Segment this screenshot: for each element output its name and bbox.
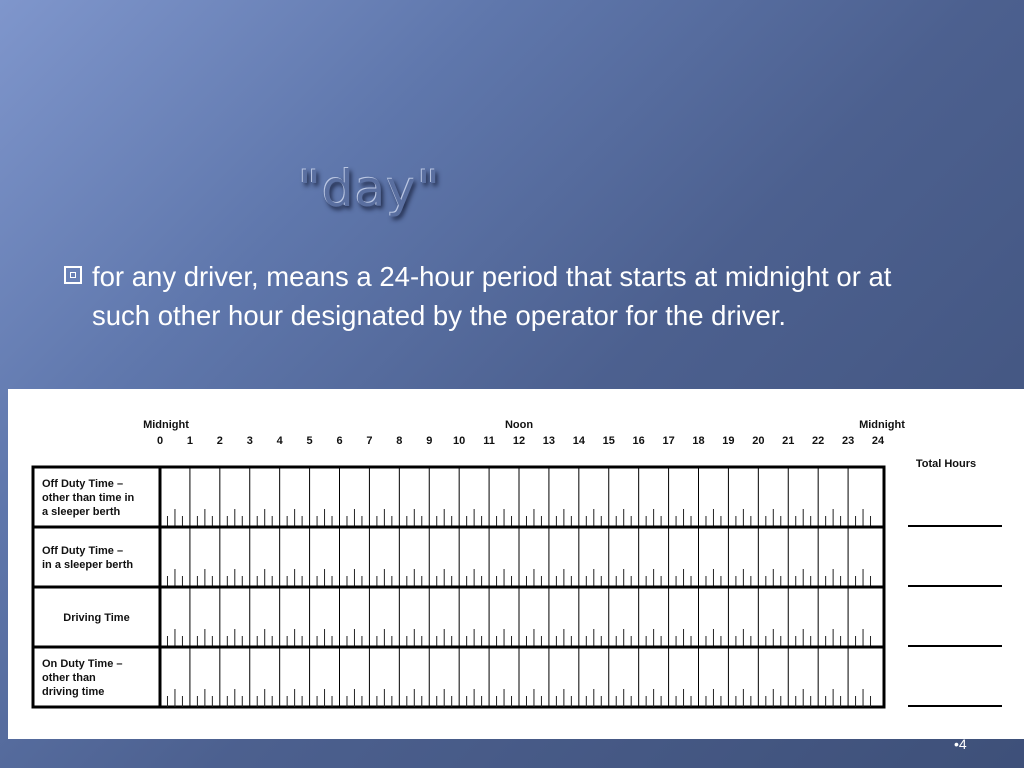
midnight-end-label: Midnight: [859, 419, 905, 431]
page-number: •4: [954, 736, 967, 752]
row-label-3-line-0: On Duty Time –: [42, 658, 123, 670]
hour-label-4: 4: [276, 435, 283, 447]
log-grid: [8, 389, 1024, 739]
hour-label-9: 9: [426, 435, 433, 447]
bullet-item: [64, 257, 924, 335]
hour-label-11: 11: [483, 435, 495, 447]
hour-label-23: 23: [841, 435, 855, 447]
hour-label-24: 24: [871, 435, 885, 447]
row-label-1-line-1: in a sleeper berth: [42, 559, 134, 571]
row-label-2-line-0: Driving Time: [63, 612, 130, 624]
total-hours-label: Total Hours: [915, 458, 977, 470]
hour-label-12: 12: [512, 435, 526, 447]
row-label-0-line-0: Off Duty Time –: [42, 478, 124, 490]
midnight-start-label: Midnight: [143, 419, 189, 431]
bullet-square-icon: [64, 266, 82, 284]
hour-label-5: 5: [306, 435, 313, 447]
hour-label-6: 6: [336, 435, 343, 447]
bullet-text: for any driver, means a 24-hour period that starts at midnight or at such other hour designated by the operator for the driver.: [92, 261, 892, 331]
hour-label-22: 22: [812, 435, 825, 447]
hour-label-14: 14: [572, 435, 585, 447]
log-grid-panel: [8, 389, 1024, 739]
hour-label-20: 20: [752, 435, 765, 447]
hour-label-3: 3: [246, 435, 253, 447]
hour-label-18: 18: [692, 435, 705, 447]
noon-label: Noon: [504, 419, 534, 431]
row-label-3-line-1: other than: [42, 672, 96, 684]
hour-label-15: 15: [602, 435, 615, 447]
hour-label-7: 7: [366, 435, 373, 447]
hour-label-17: 17: [662, 435, 675, 447]
row-label-1-line-0: Off Duty Time –: [42, 545, 124, 557]
row-label-3-line-2: driving time: [42, 686, 105, 698]
hour-label-10: 10: [453, 435, 466, 447]
hour-label-13: 13: [542, 435, 556, 447]
hour-label-16: 16: [632, 435, 645, 447]
hour-label-8: 8: [396, 435, 403, 447]
row-label-0-line-2: a sleeper berth: [42, 506, 121, 518]
hour-label-1: 1: [186, 435, 193, 447]
hour-label-21: 21: [782, 435, 795, 447]
hour-label-0: 0: [156, 435, 164, 447]
row-label-0-line-1: other than time in: [42, 492, 135, 504]
hour-label-19: 19: [722, 435, 735, 447]
slide-title: "day": [298, 160, 441, 218]
hour-label-2: 2: [216, 435, 223, 447]
